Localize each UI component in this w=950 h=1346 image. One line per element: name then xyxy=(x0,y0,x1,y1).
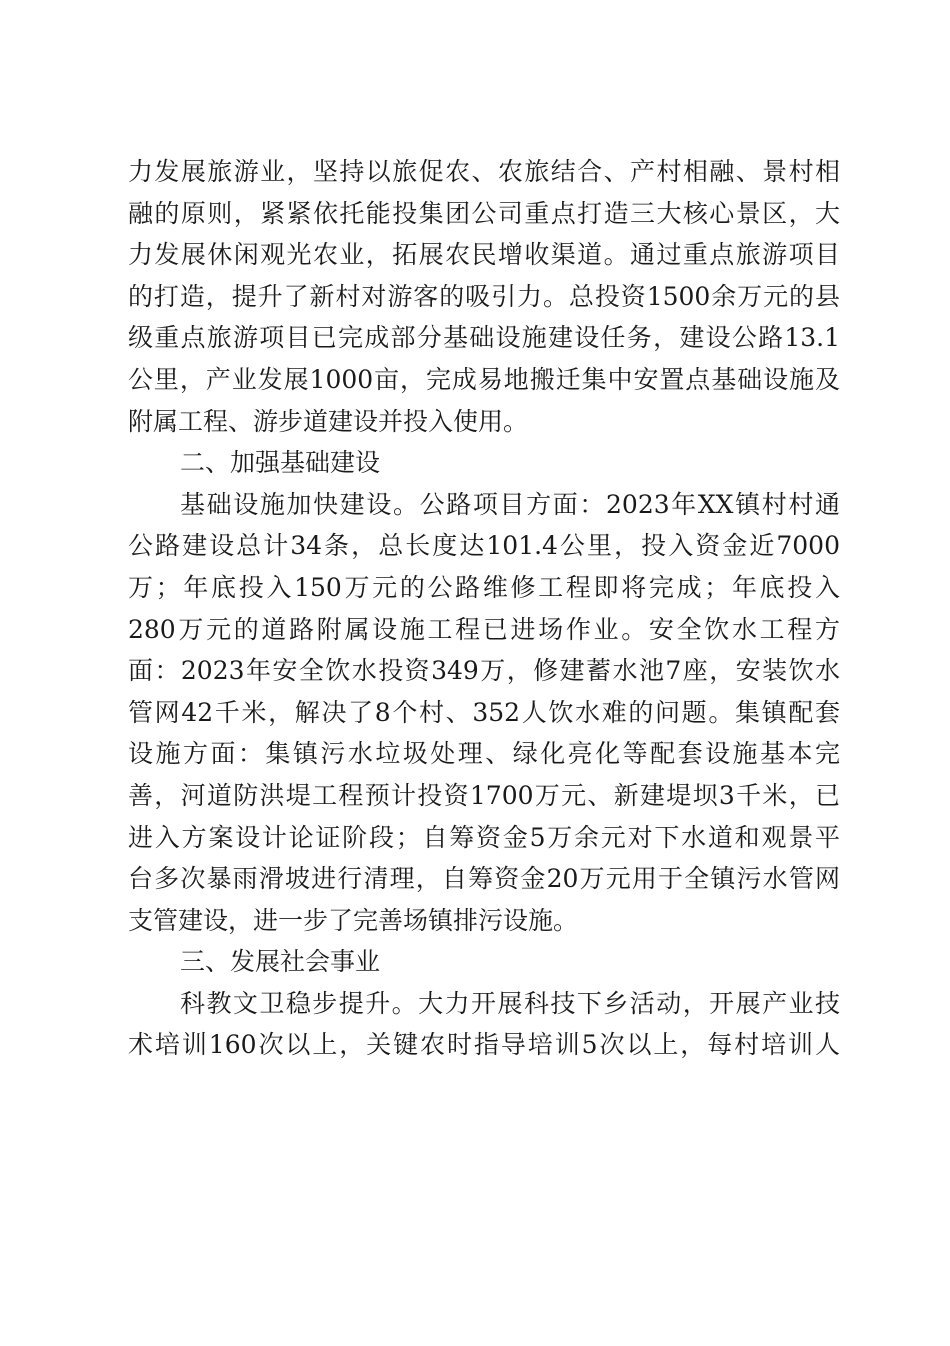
section-heading: 三、发展社会事业 xyxy=(180,947,381,977)
body-line: 台多次暴雨滑坡进行清理，自筹资金20万元用于全镇污水管网 xyxy=(128,864,840,894)
body-line: 基础设施加快建设。公路项目方面：2023年XX镇村村通 xyxy=(180,489,840,519)
body-line: 管网42千米，解决了8个村、352人饮水难的问题。集镇配套 xyxy=(128,697,840,727)
body-line: 万；年底投入150万元的公路维修工程即将完成；年底投入 xyxy=(128,572,840,602)
document-body xyxy=(128,151,840,1066)
body-line: 科教文卫稳步提升。大力开展科技下乡活动，开展产业技 xyxy=(180,988,840,1018)
body-line: 级重点旅游项目已完成部分基础设施建设任务，建设公路13.1 xyxy=(128,323,840,353)
body-line: 力发展休闲观光农业，拓展农民增收渠道。通过重点旅游项目 xyxy=(128,240,840,270)
body-line: 进入方案设计论证阶段；自筹资金5万余元对下水道和观景平 xyxy=(128,822,840,852)
body-line: 的打造，提升了新村对游客的吸引力。总投资1500余万元的县 xyxy=(128,281,840,311)
body-line: 设施方面：集镇污水垃圾处理、绿化亮化等配套设施基本完 xyxy=(128,739,840,769)
body-line: 附属工程、游步道建设并投入使用。 xyxy=(128,406,529,436)
body-line: 公路建设总计34条，总长度达101.4公里，投入资金近7000 xyxy=(128,531,840,561)
body-line: 面：2023年安全饮水投资349万，修建蓄水池7座，安装饮水 xyxy=(128,656,840,686)
body-line: 支管建设，进一步了完善场镇排污设施。 xyxy=(128,905,579,935)
body-line: 融的原则，紧紧依托能投集团公司重点打造三大核心景区，大 xyxy=(128,198,840,228)
body-line: 力发展旅游业，坚持以旅促农、农旅结合、产村相融、景村相 xyxy=(128,157,840,186)
body-line: 善，河道防洪堤工程预计投资1700万元、新建堤坝3千米，已 xyxy=(128,780,840,810)
section-heading: 二、加强基础建设 xyxy=(180,448,381,478)
body-line: 术培训160次以上，关键农时指导培训5次以上，每村培训人 xyxy=(128,1030,840,1060)
body-line: 280万元的道路附属设施工程已进场作业。安全饮水工程方 xyxy=(128,614,840,644)
body-line: 公里，产业发展1000亩，完成易地搬迁集中安置点基础设施及 xyxy=(128,364,840,394)
